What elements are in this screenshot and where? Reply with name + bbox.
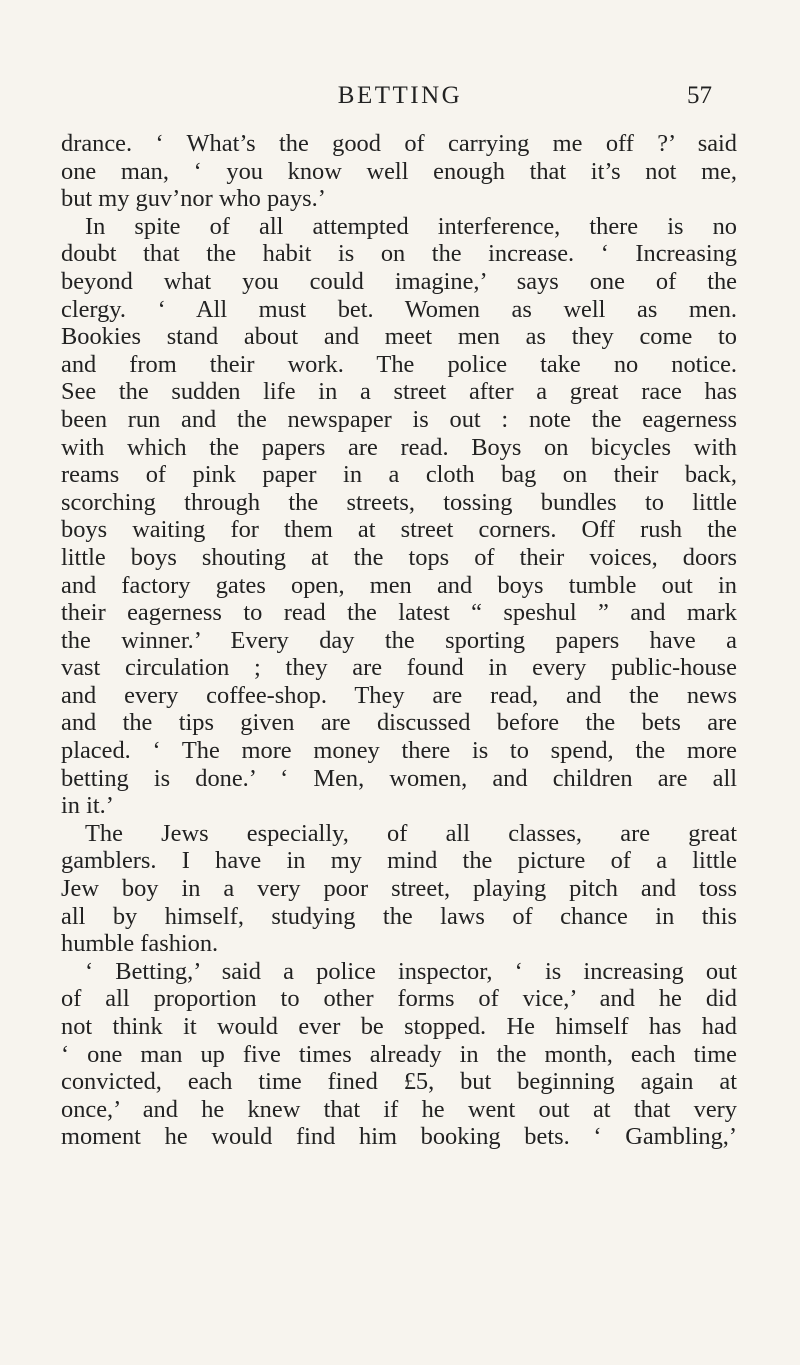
page-header	[0, 82, 800, 122]
text-line: See the sudden life in a street after a great race has	[61, 378, 737, 406]
text-line: clergy. ‘ All must bet. Women as well as men.	[61, 295, 737, 323]
text-line: In spite of all attempted interference, there is no	[85, 212, 737, 240]
body-text	[61, 130, 737, 1151]
text-line: not think it would ever be stopped. He himself has had	[61, 1013, 737, 1040]
running-head: BETTING	[337, 82, 463, 109]
text-line: moment he would find him booking bets. ‘ Gambling,’	[61, 1123, 737, 1151]
text-line: but my guv’nor who pays.’	[61, 185, 326, 213]
text-line: and every coffee-shop. They are read, and the news	[61, 681, 737, 709]
text-line: the winner.’ Every day the sporting papers have a	[61, 626, 737, 654]
text-line: reams of pink paper in a cloth bag on their back,	[61, 461, 737, 489]
text-line: vast circulation ; they are found in every public-house	[61, 654, 737, 682]
text-line: and from their work. The police take no notice.	[61, 350, 737, 378]
text-line: beyond what you could imagine,’ says one of the	[61, 267, 737, 295]
text-line: doubt that the habit is on the increase. ‘ Increasing	[61, 240, 737, 268]
text-line: gamblers. I have in my mind the picture of a little	[61, 847, 737, 875]
text-line: and factory gates open, men and boys tumble out in	[61, 571, 737, 599]
text-line: with which the papers are read. Boys on bicycles with	[61, 433, 737, 461]
text-line: their eagerness to read the latest “ speshul ” and mark	[61, 599, 737, 627]
text-line: one man, ‘ you know well enough that it’s not me,	[61, 157, 737, 185]
text-line: in it.’	[61, 792, 114, 820]
text-line: ‘ Betting,’ said a police inspector, ‘ is increasing out	[85, 957, 737, 985]
text-line: once,’ and he knew that if he went out at that very	[61, 1095, 737, 1123]
text-line: been run and the newspaper is out : note the eagerness	[61, 405, 737, 433]
text-line: convicted, each time fined £5, but beginning again at	[61, 1068, 737, 1096]
text-line: Bookies stand about and meet men as they come to	[61, 323, 737, 351]
page-number: 57	[687, 82, 712, 109]
text-line: drance. ‘ What’s the good of carrying me off ?’ said	[61, 130, 737, 157]
text-line: scorching through the streets, tossing bundles to little	[61, 488, 737, 516]
text-line: betting is done.’ ‘ Men, women, and children are all	[61, 764, 737, 792]
text-line: placed. ‘ The more money there is to spend, the more	[61, 737, 737, 765]
text-line: all by himself, studying the laws of chance in this	[61, 902, 737, 930]
text-line: and the tips given are discussed before the bets are	[61, 709, 737, 737]
text-line: boys waiting for them at street corners. Off rush the	[61, 516, 737, 544]
text-line: humble fashion.	[61, 930, 219, 958]
text-line: ‘ one man up five times already in the month, each time	[61, 1040, 737, 1068]
text-line: of all proportion to other forms of vice,’ and he did	[61, 985, 737, 1013]
text-line: Jew boy in a very poor street, playing pitch and toss	[61, 875, 737, 903]
text-line: The Jews especially, of all classes, are great	[85, 819, 737, 847]
text-line: little boys shouting at the tops of their voices, doors	[61, 543, 737, 571]
